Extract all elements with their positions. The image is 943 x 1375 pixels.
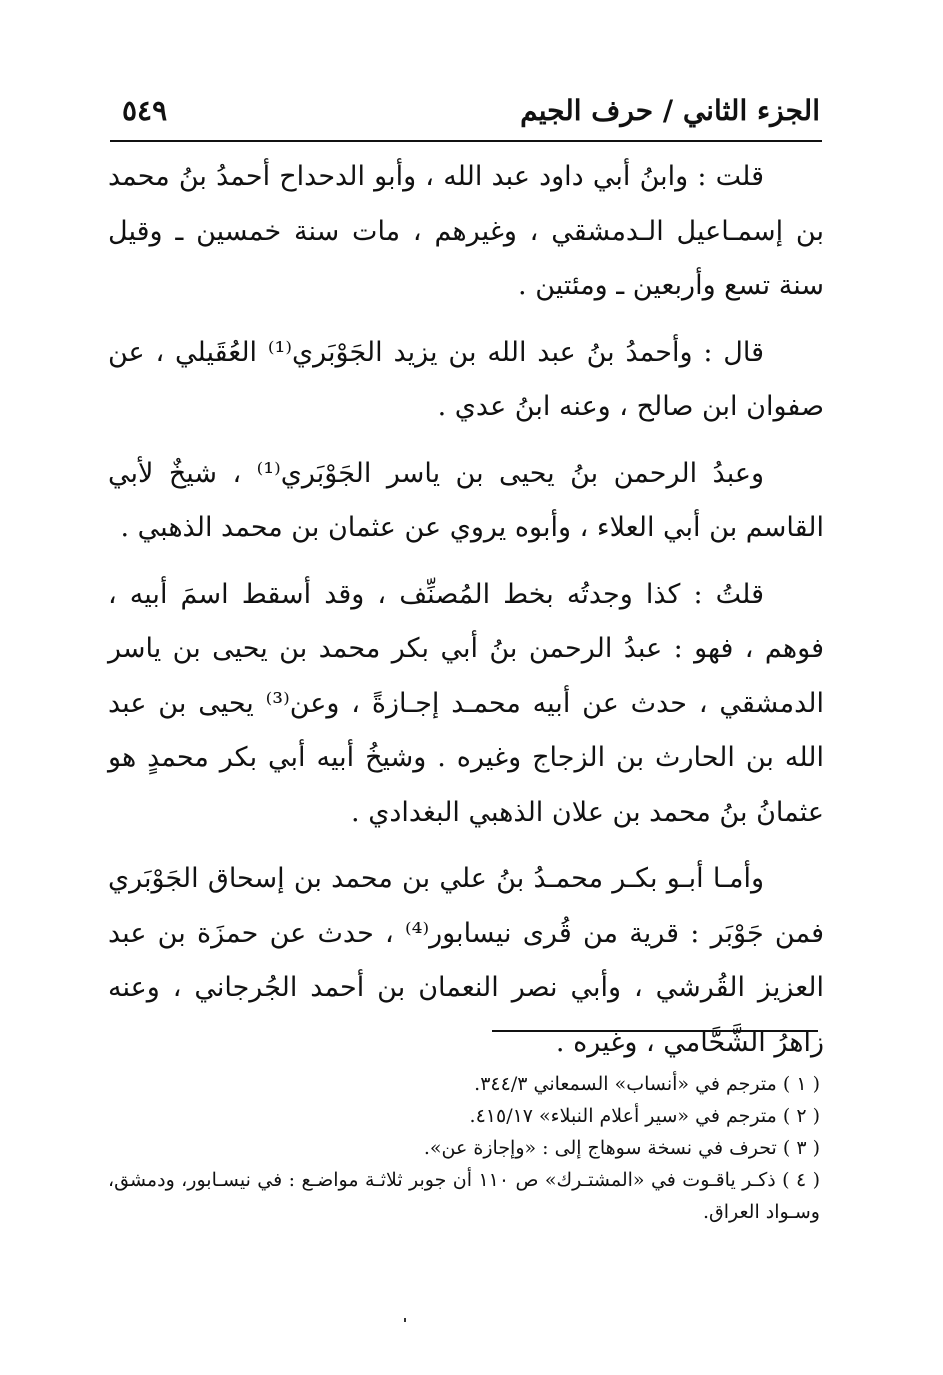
scan-speck [404, 1318, 406, 1322]
footnote-separator [492, 1030, 818, 1032]
page-number: ٥٤٩ [122, 94, 168, 127]
footnotes [108, 1068, 820, 1228]
footnote: ( ٢ ) مترجم في «سير أعلام النبلاء» ٤١٥/١٧. [469, 1105, 820, 1127]
paragraph: قلت : وابنُ أبي داود عبد الله ، وأبو الدحداح أحمدُ بنُ محمد بن إسمـاعيل الـدمشقي ، وغيرهم ، مات سنة خمسين ـ وقيل سنة تسع وأربعين ـ ومئتين . [108, 161, 824, 301]
footnote: ( ١ ) مترجم في «أنساب» السمعاني ٣٤٤/٣. [474, 1073, 820, 1095]
footnote: ( ٣ ) تحرف في نسخة سوهاج إلى : «وإجازة عن». [423, 1137, 820, 1159]
running-title: الجزء الثاني / حرف الجيم [520, 94, 820, 127]
paragraph: قال : وأحمدُ بنُ عبد الله بن يزيد الجَوْبَري⁽¹⁾ العُقَيلي ، عن صفوان ابن صالح ، وعنه ابنُ عدي . [108, 336, 824, 422]
main-text [108, 150, 824, 1070]
page-header [110, 88, 820, 136]
paragraph: وأمـا أبـو بكـر محمـدُ بنُ علي بن محمد بن إسحاق الجَوْبَري فمن جَوْبَر : قرية من قُرى نيسابور⁽⁴⁾ ، حدث عن حمزَة بن عبد العزيز القُرشي ، وأبي نصر النعمان بن أحمد الجُرجاني ، وعنه زاهرُ الشَّحَّامي ، وغيره . [108, 863, 824, 1058]
paragraph: وعبدُ الرحمن بنُ يحيى بن ياسر الجَوْبَري⁽¹⁾ ، شيخٌ لأبي القاسم بن أبي العلاء ، وأبوه يروي عن عثمان بن محمد الذهبي . [108, 457, 824, 543]
header-rule [110, 140, 822, 142]
paragraph: قلتُ : كذا وجدتُه بخط المُصنِّف ، وقد أسقط اسمَ أبيه ، فوهم ، فهو : عبدُ الرحمن بنُ أبي بكر محمد بن يحيى بن ياسر الدمشقي ، حدث عن أبيه محمـد إجـازةً ، وعن⁽³⁾ يحيى بن عبد الله بن الحارث بن الزجاج وغيره . وشيخُ أبيه أبي بكر محمدٍ هو عثمانُ بنُ محمد بن علان الذهبي البغدادي . [108, 578, 824, 828]
footnote: ( ٤ ) ذكـر ياقـوت في «المشتـرك» ص ١١٠ أن جوبر ثلاثـة مواضـع : في نيسـابور، ودمشق، وسـواد العراق. [108, 1169, 820, 1223]
